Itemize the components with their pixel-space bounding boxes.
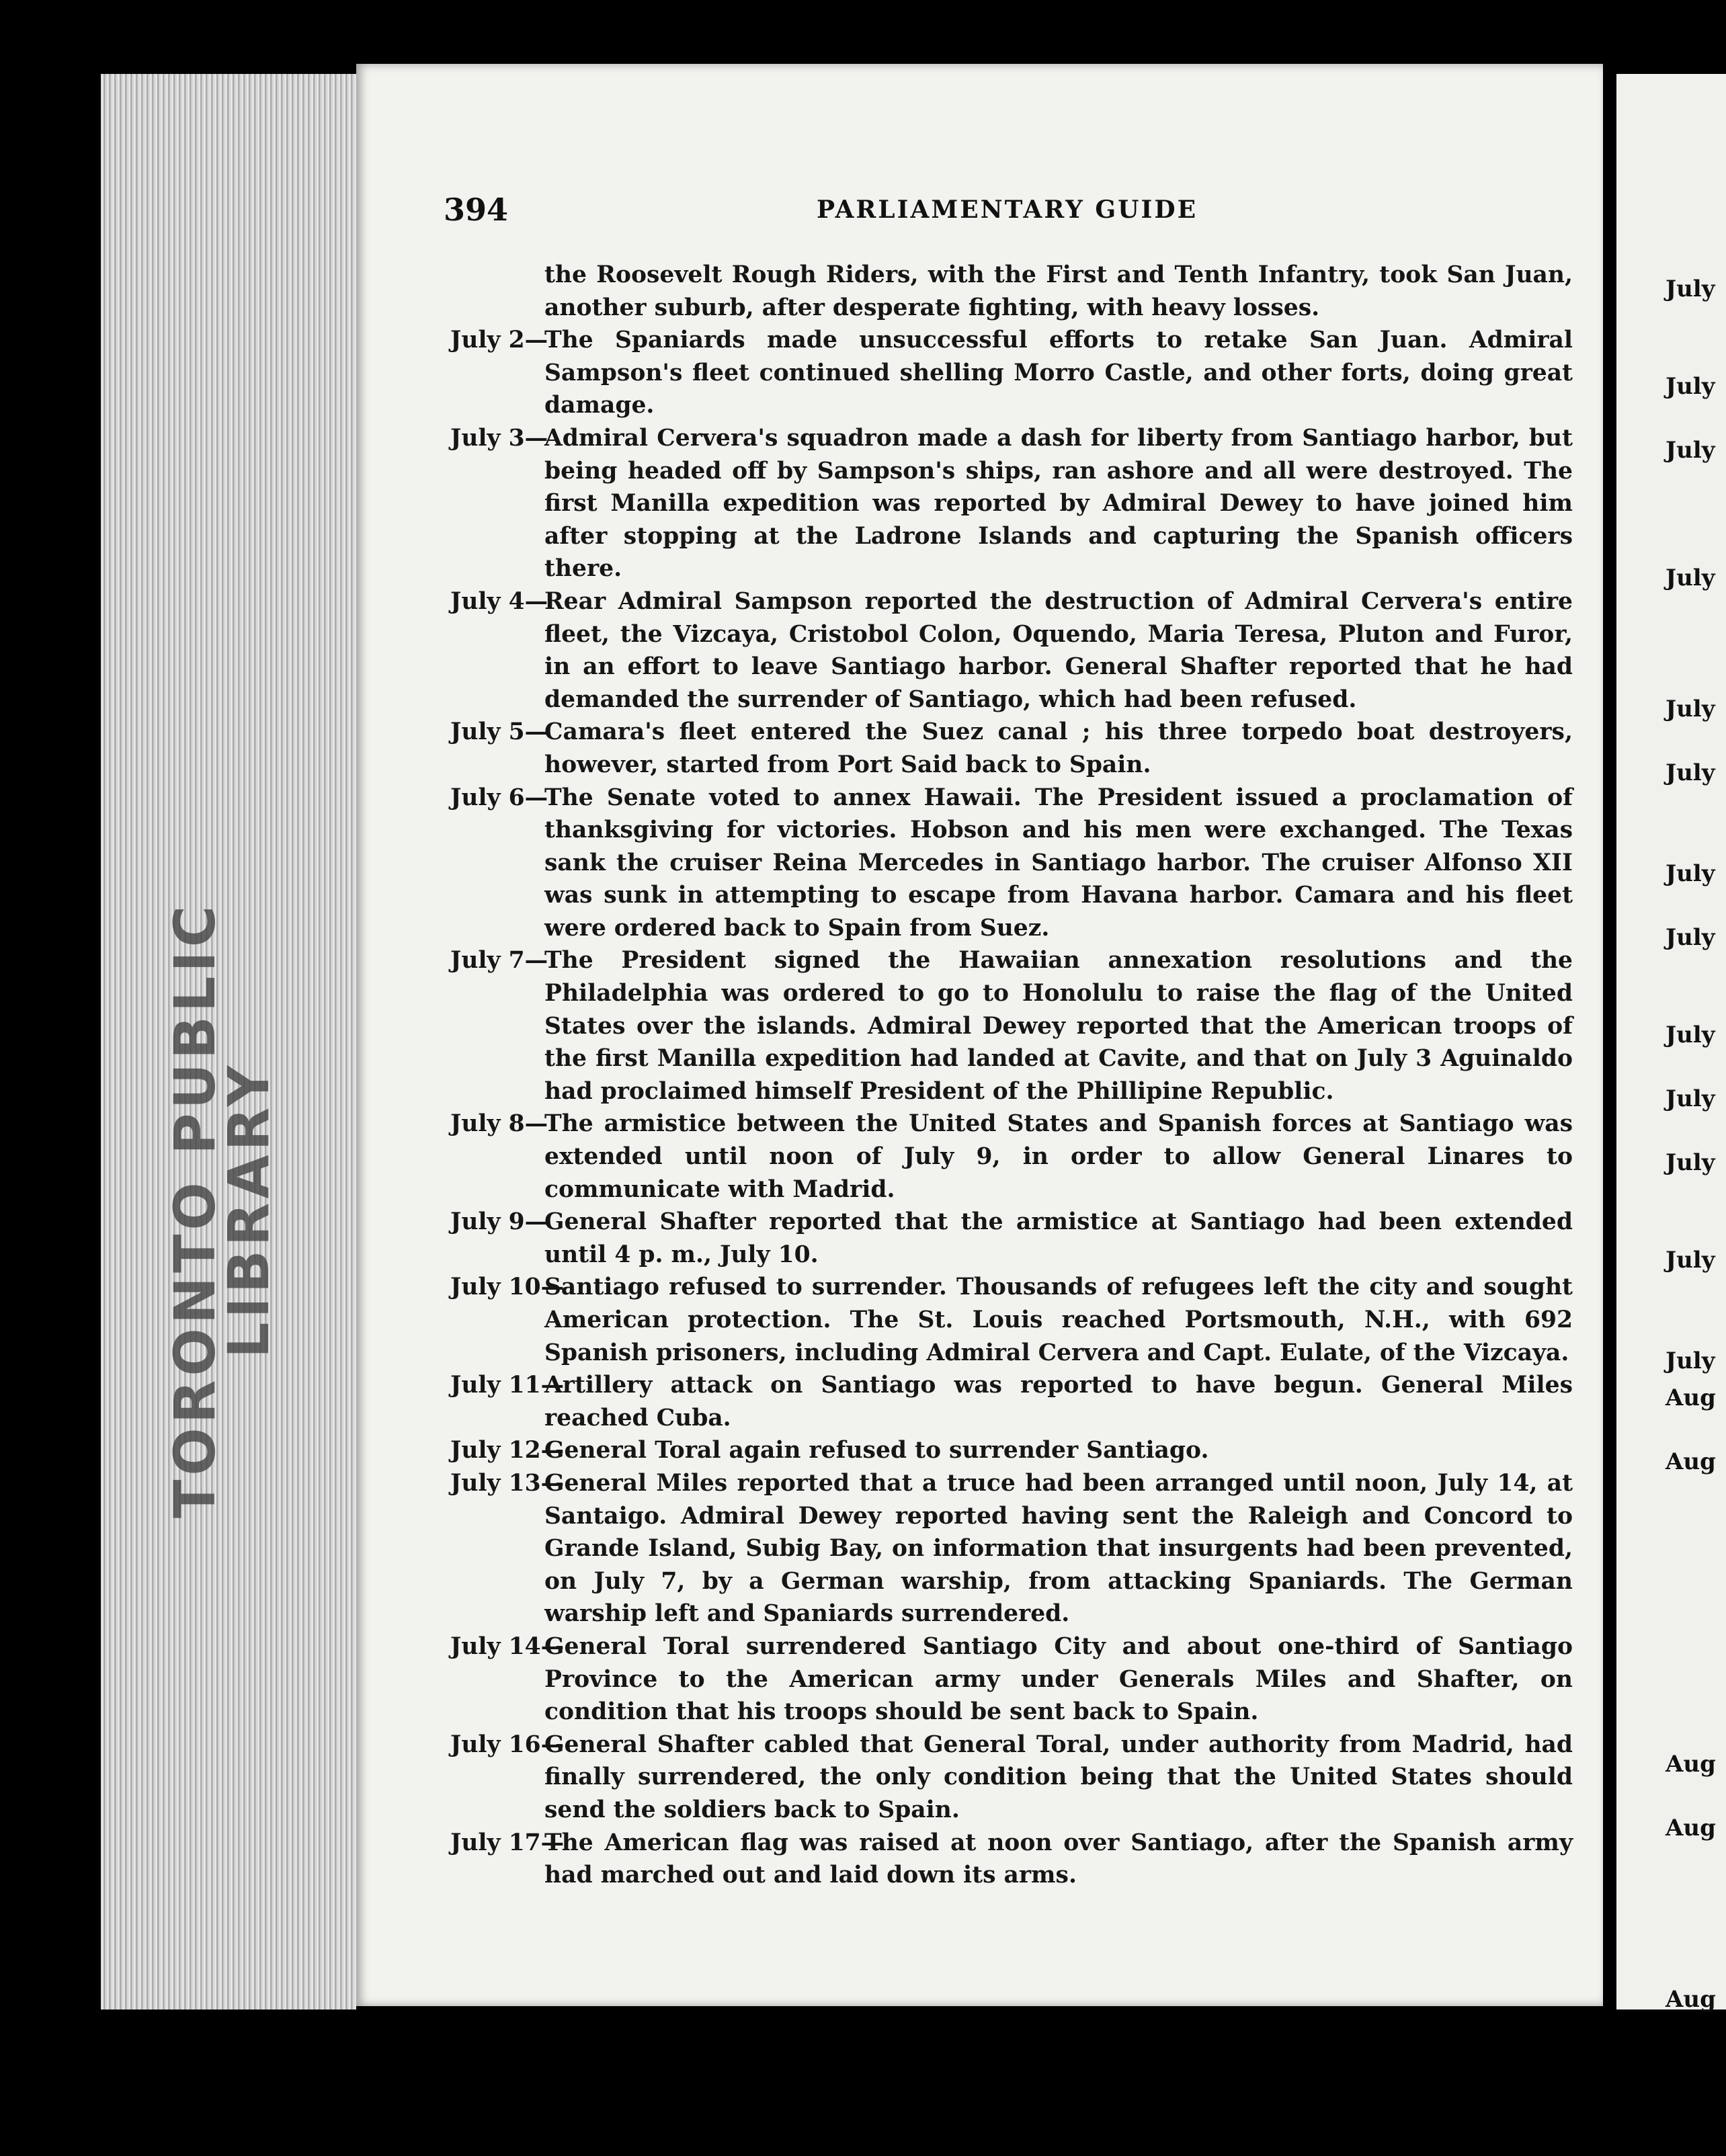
entry-text: General Shafter cabled that General Toral, under authority from Madrid, had finally surrendered, the only condition being that the United States should send the soldiers back to Spain. <box>544 1731 1573 1823</box>
entry-date: July 16— <box>450 1731 565 1758</box>
list-item <box>444 716 1573 781</box>
list-item <box>444 1206 1573 1271</box>
entry-date: July 14— <box>450 1632 565 1660</box>
list-item <box>444 324 1573 422</box>
running-head: PARLIAMENTARY GUIDE <box>817 196 1198 224</box>
margin-date-label: July <box>1666 373 1715 400</box>
continuation-paragraph: the Roosevelt Rough Riders, with the First and Tenth Infantry, took San Juan, another suburb, after desperate fighting, with heavy losses. <box>544 261 1573 321</box>
margin-date-label: July <box>1666 437 1715 464</box>
entry-date: July 2— <box>450 327 548 354</box>
entry-date: July 12— <box>450 1437 565 1464</box>
margin-date-label: July <box>1666 1348 1715 1374</box>
list-item <box>444 1271 1573 1369</box>
entry-date: July 10— <box>450 1274 565 1301</box>
entry-text: General Shafter reported that the armistice at Santiago had been extended until 4 p. m., July 10. <box>544 1208 1573 1268</box>
list-item <box>444 1434 1573 1467</box>
entry-text: Santiago refused to surrender. Thousands of refugees left the city and sought American protection. The St. Louis reached Portsmouth, N.H., with 692 Spanish prisoners, including Admiral Cervera and Capt. Eulate, of the Vizcaya. <box>544 1274 1573 1366</box>
entry-text: The armistice between the United States and Spanish forces at Santiago was extended until noon of July 9, in order to allow General Linares to communicate with Madrid. <box>544 1110 1573 1203</box>
entry-text: The American flag was raised at noon over Santiago, after the Spanish army had marched out and laid down its arms. <box>544 1829 1573 1889</box>
entry-date: July 9— <box>450 1208 548 1236</box>
margin-date-label: July <box>1666 276 1715 302</box>
margin-date-label: July <box>1666 1149 1715 1176</box>
margin-date-label: Aug <box>1666 1448 1716 1475</box>
list-item <box>444 422 1573 585</box>
margin-date-label: July <box>1666 759 1715 786</box>
list-item <box>444 1369 1573 1434</box>
entry-text: The Senate voted to annex Hawaii. The President issued a proclamation of thanksgiving for victories. Hobson and his men were exchanged. The Texas sank the cruiser Reina Mercedes in Santiago harbor. The cruiser Alfonso XII was sunk in attempting to escape from Havana harbor. Camara and his fleet were ordered back to Spain from Suez. <box>544 784 1573 942</box>
margin-date-label: July <box>1666 1022 1715 1048</box>
entry-text: General Miles reported that a truce had been arranged until noon, July 14, at Santaigo. Admiral Dewey reported having sent the Raleigh and Concord to Grande Island, Subig Bay, on information that insurgents had been prevented, on July 7, by a German warship, from attacking Spaniards. The German warship left and Spaniards surrendered. <box>544 1469 1573 1628</box>
entry-date: July 4— <box>450 587 548 615</box>
entry-text: The Spaniards made unsuccessful efforts to retake San Juan. Admiral Sampson's fleet continued shelling Morro Castle, and other forts, doing great damage. <box>544 327 1573 419</box>
margin-date-label: July <box>1666 924 1715 951</box>
entry-text: Admiral Cervera's squadron made a dash for liberty from Santiago harbor, but being headed off by Sampson's ships, ran ashore and all were destroyed. The first Manilla expedition was reported by Admiral Dewey to have joined him after stopping at the Ladrone Islands and capturing the Spanish officers there. <box>544 424 1573 583</box>
list-item <box>444 944 1573 1108</box>
list-item <box>444 1827 1573 1892</box>
entry-text: Camara's fleet entered the Suez canal ; his three torpedo boat destroyers, however, started from Port Said back to Spain. <box>544 718 1573 778</box>
entry-date: July 11— <box>450 1372 565 1399</box>
library-edge-stamp: TORONTO PUBLIC LIBRARY <box>162 901 282 1518</box>
entry-text: The President signed the Hawaiian annexation resolutions and the Philadelphia was ordered to go to Honolulu to raise the flag of the United States over the islands. Admiral Dewey reported that the American troops of the first Manilla expedition had landed at Cavite, and that on July 3 Aguinaldo had proclaimed himself President of the Phillipine Republic. <box>544 947 1573 1105</box>
entry-text: Rear Admiral Sampson reported the destruction of Admiral Cervera's entire fleet, the Vizcaya, Cristobol Colon, Oquendo, Maria Teresa, Pluton and Furor, in an effort to leave Santiago harbor. General Shafter reported that he had demanded the surrender of Santiago, which had been refused. <box>544 587 1573 713</box>
list-item <box>444 1467 1573 1630</box>
entry-date: July 17— <box>450 1829 565 1856</box>
page-header <box>444 192 1210 232</box>
list-item <box>444 585 1573 716</box>
page-number: 394 <box>444 192 509 228</box>
margin-date-label: July <box>1666 860 1715 887</box>
entry-text: Artillery attack on Santiago was reported to have begun. General Miles reached Cuba. <box>544 1372 1573 1432</box>
entry-date: July 6— <box>450 784 548 811</box>
margin-date-label: Aug <box>1666 1815 1716 1841</box>
margin-date-label: July <box>1666 1247 1715 1274</box>
entry-date: July 13— <box>450 1469 565 1497</box>
margin-date-label: Aug <box>1666 1751 1716 1778</box>
entry-date: July 8— <box>450 1110 548 1138</box>
list-item <box>444 1108 1573 1206</box>
list-item <box>444 1630 1573 1729</box>
entry-date: July 3— <box>450 424 548 452</box>
margin-date-label: July <box>1666 565 1715 591</box>
margin-date-label: July <box>1666 696 1715 722</box>
margin-date-label: Aug <box>1666 1384 1716 1411</box>
list-item <box>444 782 1573 945</box>
chronology-text <box>444 259 1573 1892</box>
margin-date-label: Aug <box>1666 1986 1716 2013</box>
entry-text: General Toral again refused to surrender Santiago. <box>544 1437 1209 1464</box>
list-item <box>444 1729 1573 1827</box>
entry-date: July 5— <box>450 718 548 746</box>
entry-text: General Toral surrendered Santiago City and about one-third of Santiago Province to the American army under Generals Miles and Shafter, on condition that his troops should be sent back to Spain. <box>544 1632 1573 1726</box>
entry-date: July 7— <box>450 947 548 975</box>
entry-list <box>444 324 1573 1892</box>
margin-date-label: July <box>1666 1085 1715 1112</box>
